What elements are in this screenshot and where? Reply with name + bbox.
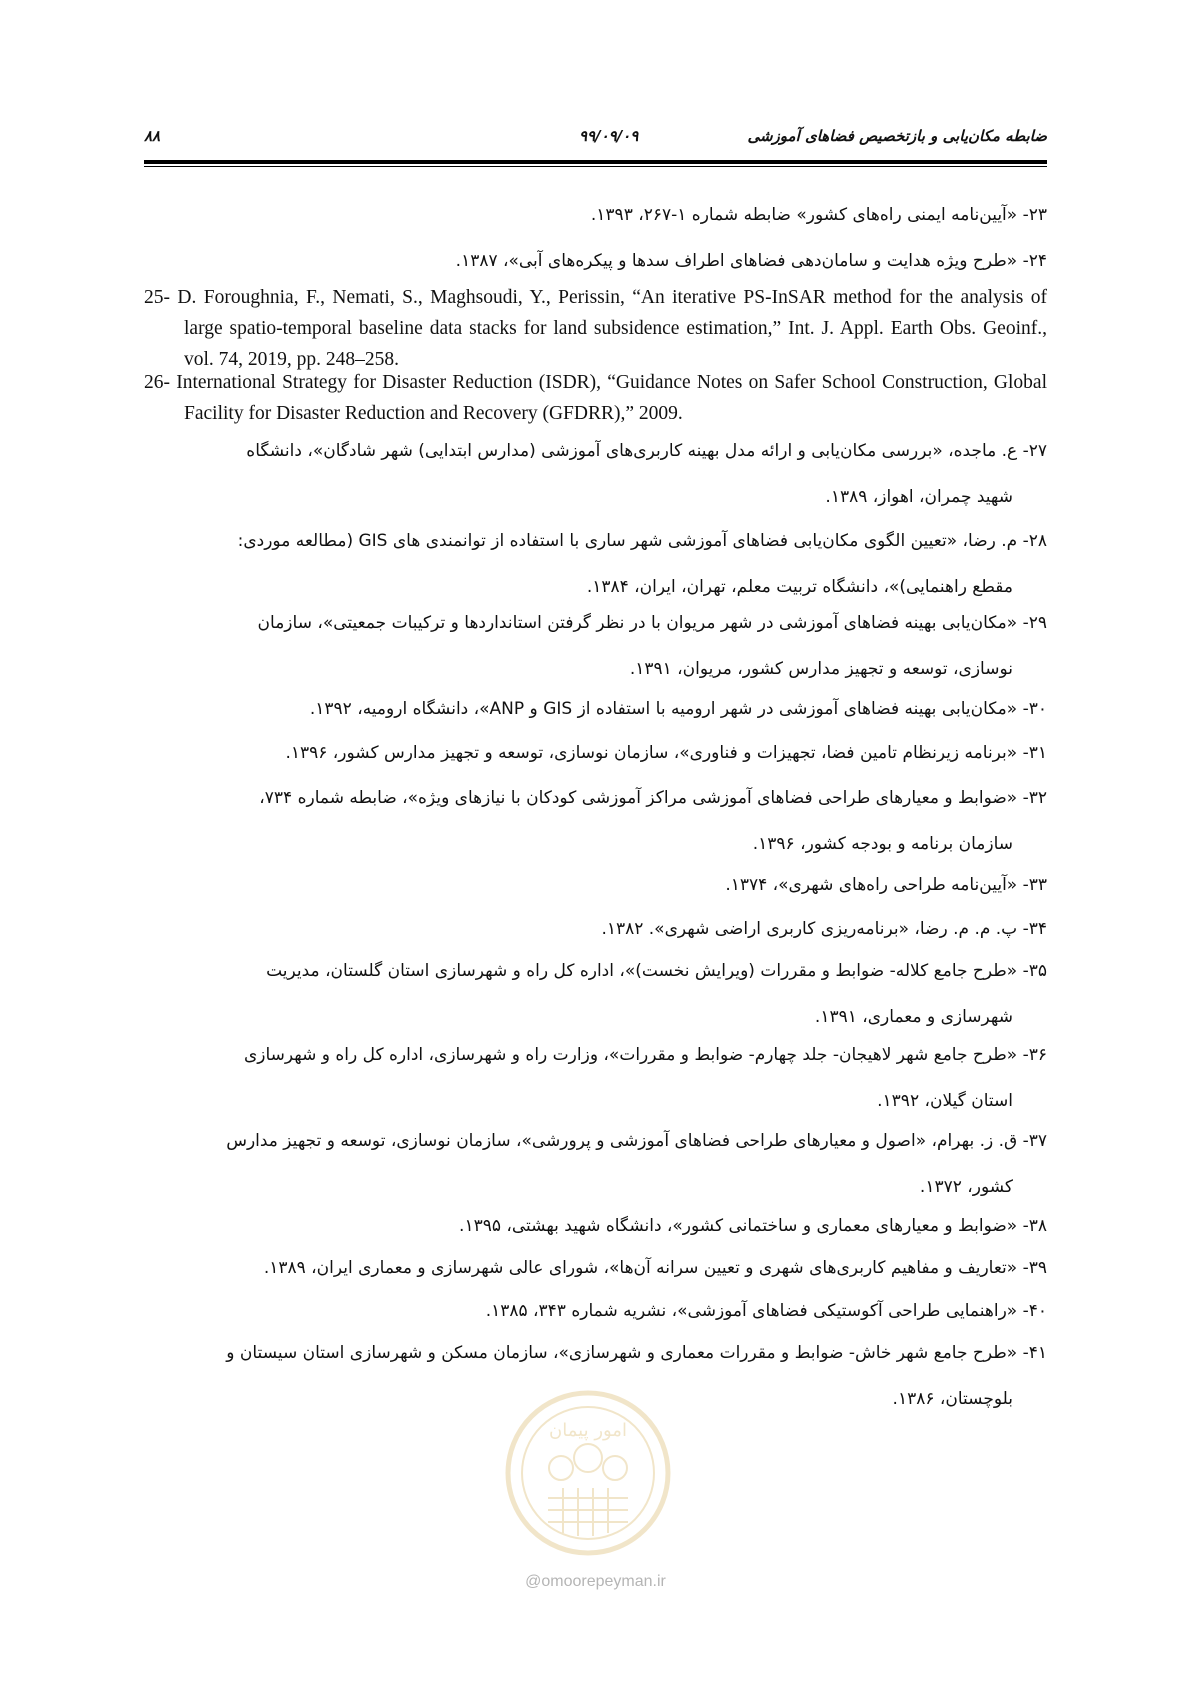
page-number: ۸۸ — [144, 127, 161, 145]
reference-35 — [266, 948, 1047, 1040]
header-title: ضابطه مکان‌یابی و بازتخصیص فضاهای آموزشی — [747, 127, 1047, 145]
page-header — [144, 127, 1047, 151]
reference-line: کشور، ۱۳۷۲. — [919, 1177, 1013, 1197]
reference-36 — [244, 1032, 1047, 1124]
reference-line: ۴۰- «راهنمایی طراحی آکوستیکی فضاهای آموزشی»، نشریه شماره ۳۴۳، ۱۳۸۵. — [485, 1301, 1047, 1321]
reference-line: ۳۵- «طرح جامع کلاله- ضوابط و مقررات (ویرایش نخست)»، اداره کل راه و شهرسازی استان گلستان، مدیریت — [266, 961, 1047, 981]
reference-line: ۳۹- «تعاریف و مفاهیم کاربری‌های شهری و تعیین سرانه آن‌ها»، شورای عالی شهرسازی و معماری ایران، ۱۳۸۹. — [263, 1258, 1047, 1278]
reference-line: ۴۱- «طرح جامع شهر خاش- ضوابط و مقررات معماری و شهرسازی»، سازمان مسکن و شهرسازی استان سیستان و — [226, 1343, 1047, 1363]
reference-37 — [226, 1118, 1047, 1210]
reference-line: ۲۸- م. رضا، «تعیین الگوی مکان‌یابی فضاهای آموزشی شهر ساری با استفاده از توانمندی های GIS (مطالعه موردی: — [237, 531, 1047, 551]
reference-line: مقطع راهنمایی)»، دانشگاه تربیت معلم، تهران، ایران، ۱۳۸۴. — [586, 577, 1013, 597]
reference-33 — [725, 862, 1047, 908]
reference-line: ۲۳- «آیین‌نامه ایمنی راه‌های کشور» ضابطه شماره ۱-۲۶۷، ۱۳۹۳. — [590, 205, 1047, 225]
reference-23 — [591, 192, 1047, 238]
reference-line: شهرسازی و معماری، ۱۳۹۱. — [814, 1007, 1013, 1027]
reference-line: شهید چمران، اهواز، ۱۳۸۹. — [825, 487, 1013, 507]
reference-line: ۳۱- «برنامه زیرنظام تامین فضا، تجهیزات و فناوری»، سازمان نوسازی، توسعه و تجهیز مدارس کشور، ۱۳۹۶. — [285, 743, 1047, 763]
header-rule-thick — [144, 160, 1047, 164]
reference-line: ۲۹- «مکان‌یابی بهینه فضاهای آموزشی در شهر مریوان با در نظر گرفتن استانداردها و ترکیبات جمعیتی»، سازمان — [257, 613, 1047, 633]
reference-40 — [486, 1288, 1047, 1334]
reference-28 — [238, 518, 1047, 610]
reference-31 — [285, 730, 1047, 776]
watermark-site: @omoorepeyman.ir — [525, 1573, 666, 1590]
reference-25: 25- D. Foroughnia, F., Nemati, S., Maghsoudi, Y., Perissin, “An iterative PS-InSAR method for the analysis of large spatio-temporal baseline data stacks for land subsidence estimation,” Int. J. Appl. Earth Obs. Geoinf., vol. 74, 2019, pp. 248–258. — [144, 287, 1047, 370]
reference-line: ۳۸- «ضوابط و معیارهای معماری و ساختمانی کشور»، دانشگاه شهید بهشتی، ۱۳۹۵. — [459, 1216, 1047, 1236]
reference-line: استان گیلان، ۱۳۹۲. — [877, 1091, 1013, 1111]
reference-line: ۳۷- ق. ز. بهرام، «اصول و معیارهای طراحی فضاهای آموزشی و پرورشی»، سازمان نوسازی، توسعه و تجهیز مدارس — [226, 1131, 1047, 1151]
reference-38 — [459, 1203, 1047, 1249]
header-date: ۹۹/۰۹/۰۹ — [579, 127, 639, 145]
reference-27 — [246, 428, 1047, 520]
reference-line: ۳۳- «آیین‌نامه طراحی راه‌های شهری»، ۱۳۷۴. — [725, 875, 1047, 895]
reference-line: ۳۲- «ضوابط و معیارهای طراحی فضاهای آموزشی مراکز آموزشی کودکان با نیازهای ویژه»، ضابطه شماره ۷۳۴، — [259, 788, 1047, 808]
reference-24 — [456, 238, 1047, 284]
reference-line: نوسازی، توسعه و تجهیز مدارس کشور، مریوان، ۱۳۹۱. — [629, 659, 1013, 679]
watermark-seal-icon — [503, 1388, 673, 1558]
reference-32 — [259, 775, 1047, 867]
reference-line: ۳۴- پ. م. م. رضا، «برنامه‌ریزی کاربری اراضی شهری». ۱۳۸۲. — [601, 919, 1047, 939]
reference-29 — [258, 600, 1047, 692]
header-rule-thin — [144, 166, 1047, 167]
reference-30 — [310, 686, 1047, 732]
reference-line: ۳۰- «مکان‌یابی بهینه فضاهای آموزشی در شهر ارومیه با استفاده از GIS و ANP»، دانشگاه ارومیه، ۱۳۹۲. — [309, 699, 1047, 719]
reference-39 — [264, 1245, 1047, 1291]
reference-line: سازمان برنامه و بودجه کشور، ۱۳۹۶. — [752, 834, 1013, 854]
reference-34 — [601, 906, 1047, 952]
reference-line: ۲۴- «طرح ویژه هدایت و سامان‌دهی فضاهای اطراف سدها و پیکره‌های آبی»، ۱۳۸۷. — [455, 251, 1047, 271]
reference-line: ۳۶- «طرح جامع شهر لاهیجان- جلد چهارم- ضوابط و مقررات»، وزارت راه و شهرسازی، اداره کل راه و شهرسازی — [243, 1045, 1047, 1065]
watermark-seal-text: امور پیمان — [549, 1420, 627, 1441]
reference-line: ۲۷- ع. ماجده، «بررسی مکان‌یابی و ارائه مدل بهینه کاربری‌های آموزشی (مدارس ابتدایی) شهر شادگان»، دانشگاه — [246, 441, 1047, 461]
reference-line: بلوچستان، ۱۳۸۶. — [892, 1389, 1013, 1409]
reference-26: 26- International Strategy for Disaster Reduction (ISDR), “Guidance Notes on Safer School Construction, Global Facility for Disaster Reduction and Recovery (GFDRR),” 2009. — [144, 372, 1047, 424]
